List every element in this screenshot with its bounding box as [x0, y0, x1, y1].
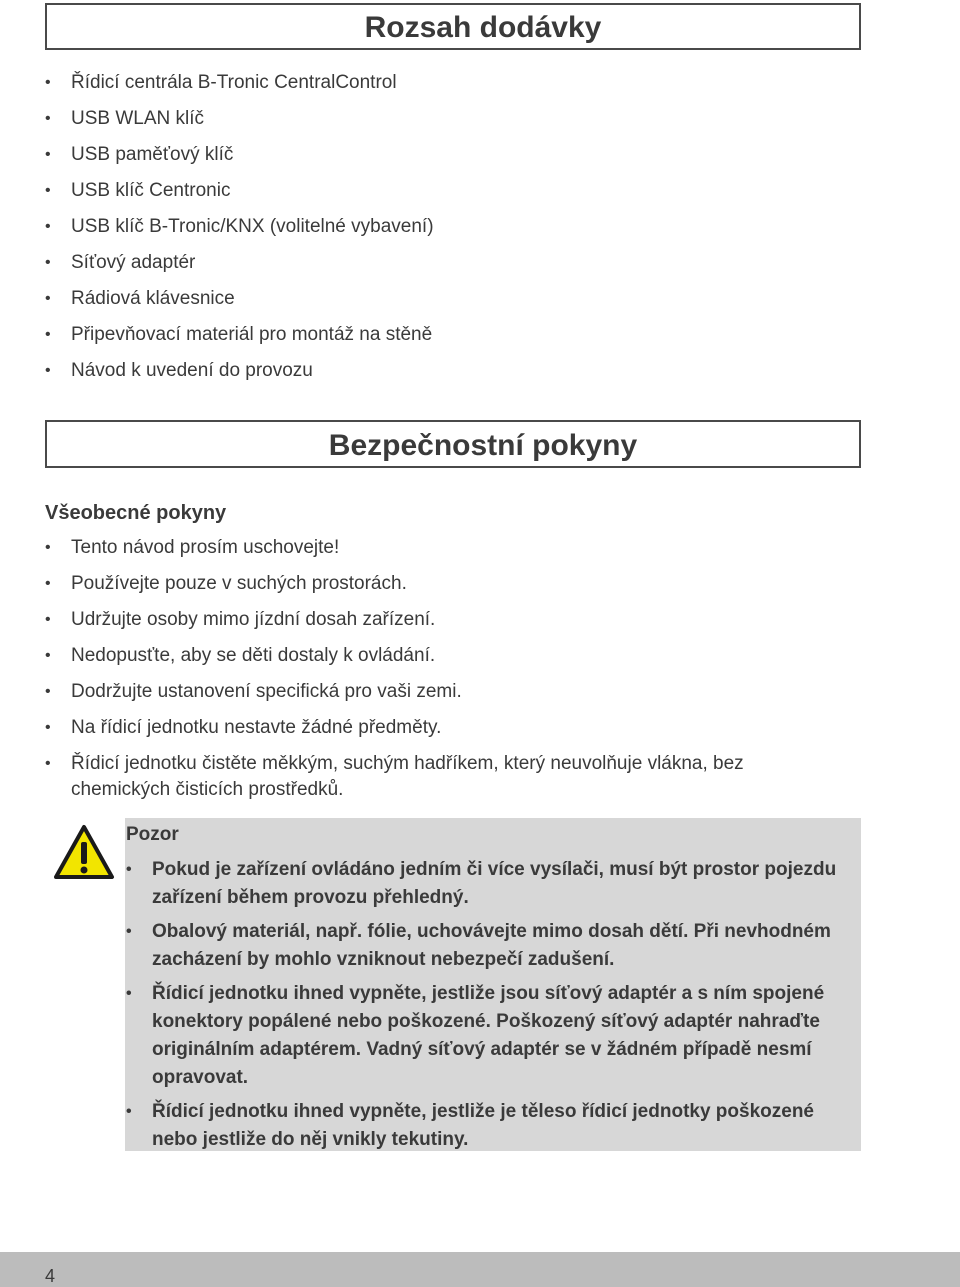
list-item: • Řídicí jednotku ihned vypněte, jestliže jsou síťový adaptér a s ním spojené konektory popálené nebo poškozené. Poškozený síťový adaptér nahraďte originálním adaptérem. Vadný síťový adaptér se v žádném případě nesmí opravovat. [126, 980, 861, 1092]
page-number: 4 [45, 1266, 56, 1286]
list-item: • Síťový adaptér [45, 250, 845, 276]
safety-section-header [45, 420, 861, 468]
list-item: • USB WLAN klíč [45, 106, 845, 132]
list-item: • USB klíč B-Tronic/KNX (volitelné vybavení) [45, 214, 845, 240]
footer-bar [0, 1252, 960, 1287]
list-item: • Tento návod prosím uschovejte! [45, 535, 835, 561]
list-item: • Dodržujte ustanovení specifická pro vaši zemi. [45, 679, 835, 705]
scope-title: Rozsah dodávky [364, 11, 602, 44]
safety-title: Bezpečnostní pokyny [328, 429, 638, 462]
list-item: • USB klíč Centronic [45, 178, 845, 204]
list-item: • Obalový materiál, např. fólie, uchovávejte mimo dosah dětí. Při nevhodném zacházení by mohlo vzniknout nebezpečí zadušení. [126, 918, 861, 974]
general-instructions-heading: Všeobecné pokyny [45, 502, 227, 524]
list-item: • Připevňovací materiál pro montáž na stěně [45, 322, 845, 348]
list-item: • Řídicí jednotku čistěte měkkým, suchým hadříkem, který neuvolňuje vlákna, bez chemických čisticích prostředků. [45, 751, 835, 803]
warning-box [45, 818, 861, 1151]
list-item: • Pokud je zařízení ovládáno jedním či více vysílači, musí být prostor pojezdu zařízení během provozu přehledný. [126, 856, 861, 912]
list-item: • USB paměťový klíč [45, 142, 845, 168]
warning-triangle-icon [53, 824, 115, 880]
list-item: • Na řídicí jednotku nestavte žádné předměty. [45, 715, 835, 741]
list-item: • Řídicí centrála B-Tronic CentralControl [45, 70, 845, 96]
warning-list [126, 856, 861, 1160]
list-item: • Řídicí jednotku ihned vypněte, jestliže je těleso řídicí jednotky poškozené nebo jestliže do něj vnikly tekutiny. [126, 1098, 861, 1154]
list-item: • Nedopusťte, aby se děti dostaly k ovládání. [45, 643, 835, 669]
list-item: • Používejte pouze v suchých prostorách. [45, 571, 835, 597]
list-item: • Udržujte osoby mimo jízdní dosah zařízení. [45, 607, 835, 633]
list-item: • Rádiová klávesnice [45, 286, 845, 312]
scope-list [45, 70, 845, 394]
list-item: • Návod k uvedení do provozu [45, 358, 845, 384]
scope-section-header [45, 3, 861, 50]
warning-label: Pozor [126, 824, 179, 845]
safety-list [45, 535, 835, 813]
